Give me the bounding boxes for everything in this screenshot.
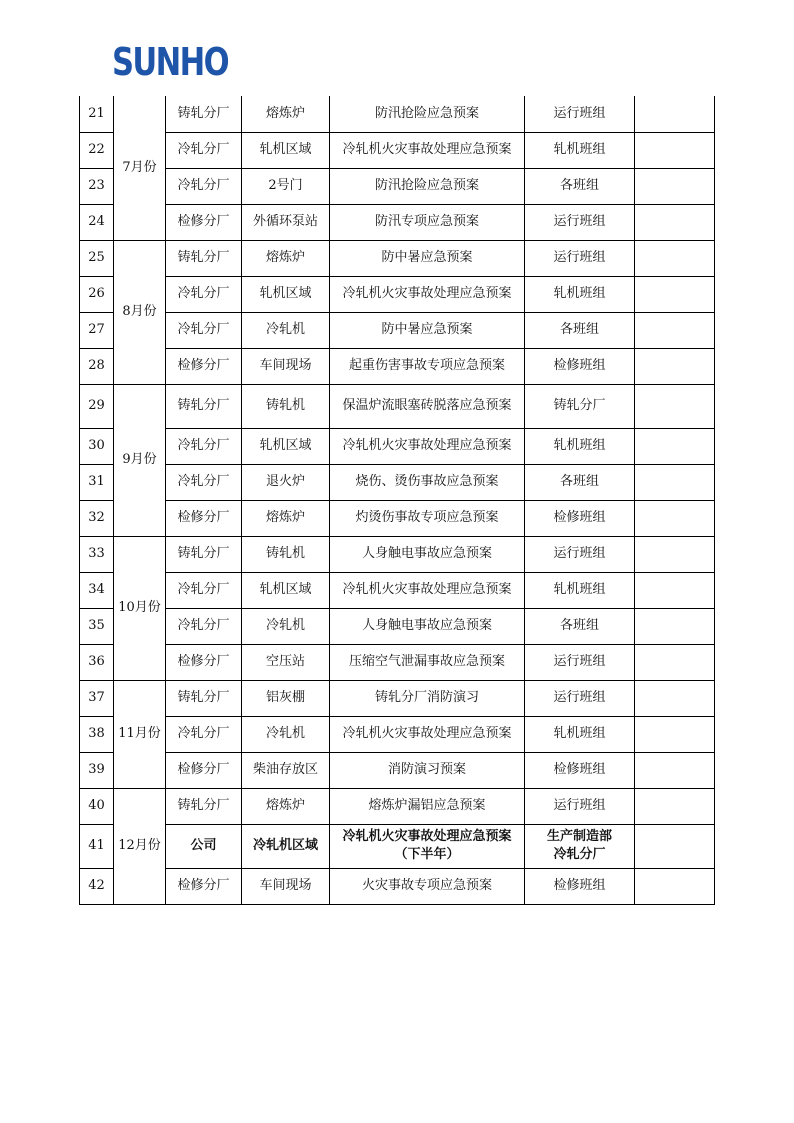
table-row	[80, 276, 715, 312]
remark-cell	[635, 348, 715, 384]
unit-cell: 检修分厂	[166, 348, 242, 384]
team-cell: 各班组	[525, 312, 635, 348]
remark-cell	[635, 716, 715, 752]
row-number: 41	[80, 824, 114, 868]
unit-cell: 检修分厂	[166, 500, 242, 536]
row-number: 24	[80, 204, 114, 240]
location-cell: 铸轧机	[242, 536, 330, 572]
plan-cell: 人身触电事故应急预案	[330, 536, 525, 572]
table-row	[80, 536, 715, 572]
table-row	[80, 680, 715, 716]
row-number: 33	[80, 536, 114, 572]
location-cell: 轧机区域	[242, 132, 330, 168]
location-cell: 熔炼炉	[242, 240, 330, 276]
plan-cell: 防汛专项应急预案	[330, 204, 525, 240]
month-cell: 11月份	[114, 680, 166, 788]
team-cell: 运行班组	[525, 680, 635, 716]
remark-cell	[635, 680, 715, 716]
table-row	[80, 240, 715, 276]
team-cell: 运行班组	[525, 536, 635, 572]
month-cell: 7月份	[114, 96, 166, 240]
location-cell: 车间现场	[242, 348, 330, 384]
team-cell: 铸轧分厂	[525, 384, 635, 428]
team-cell: 运行班组	[525, 204, 635, 240]
row-number: 31	[80, 464, 114, 500]
plan-cell: 防汛抢险应急预案	[330, 96, 525, 132]
unit-cell: 冷轧分厂	[166, 464, 242, 500]
team-cell: 检修班组	[525, 500, 635, 536]
location-cell: 冷轧机	[242, 312, 330, 348]
location-cell: 2号门	[242, 168, 330, 204]
plan-cell	[330, 824, 525, 868]
team-cell: 检修班组	[525, 868, 635, 904]
team-cell: 轧机班组	[525, 132, 635, 168]
team-cell: 各班组	[525, 464, 635, 500]
plan-cell: 熔炼炉漏铝应急预案	[330, 788, 525, 824]
table-row	[80, 428, 715, 464]
month-cell: 8月份	[114, 240, 166, 384]
row-number: 35	[80, 608, 114, 644]
location-cell: 外循环泵站	[242, 204, 330, 240]
unit-cell: 冷轧分厂	[166, 168, 242, 204]
plan-cell: 烧伤、烫伤事故应急预案	[330, 464, 525, 500]
table-row	[80, 132, 715, 168]
remark-cell	[635, 428, 715, 464]
team-cell: 各班组	[525, 168, 635, 204]
table-row	[80, 572, 715, 608]
remark-cell	[635, 868, 715, 904]
remark-cell	[635, 644, 715, 680]
team-cell: 运行班组	[525, 788, 635, 824]
team-cell: 运行班组	[525, 96, 635, 132]
plan-cell: 冷轧机火灾事故处理应急预案	[330, 428, 525, 464]
unit-cell: 铸轧分厂	[166, 788, 242, 824]
table-row	[80, 500, 715, 536]
unit-cell: 铸轧分厂	[166, 96, 242, 132]
location-cell: 车间现场	[242, 868, 330, 904]
row-number: 27	[80, 312, 114, 348]
location-cell: 熔炼炉	[242, 500, 330, 536]
plan-cell: 铸轧分厂消防演习	[330, 680, 525, 716]
table-row	[80, 868, 715, 904]
table-row	[80, 824, 715, 868]
team-cell: 轧机班组	[525, 572, 635, 608]
plan-cell: 冷轧机火灾事故处理应急预案	[330, 716, 525, 752]
table-row	[80, 608, 715, 644]
row-number: 25	[80, 240, 114, 276]
remark-cell	[635, 824, 715, 868]
remark-cell	[635, 312, 715, 348]
team-line-2: 冷轧分厂	[553, 847, 606, 862]
remark-cell	[635, 752, 715, 788]
sunho-logo	[112, 40, 232, 82]
team-cell: 检修班组	[525, 752, 635, 788]
row-number: 36	[80, 644, 114, 680]
remark-cell	[635, 500, 715, 536]
team-cell	[525, 824, 635, 868]
unit-cell: 检修分厂	[166, 644, 242, 680]
row-number: 40	[80, 788, 114, 824]
team-cell: 运行班组	[525, 644, 635, 680]
remark-cell	[635, 96, 715, 132]
location-cell: 冷轧机区域	[242, 824, 330, 868]
remark-cell	[635, 168, 715, 204]
unit-cell: 铸轧分厂	[166, 536, 242, 572]
plan-cell: 保温炉流眼塞砖脱落应急预案	[330, 384, 525, 428]
plan-cell: 防中暑应急预案	[330, 312, 525, 348]
team-cell: 检修班组	[525, 348, 635, 384]
unit-cell: 检修分厂	[166, 204, 242, 240]
row-number: 21	[80, 96, 114, 132]
row-number: 26	[80, 276, 114, 312]
unit-cell: 铸轧分厂	[166, 240, 242, 276]
plan-cell: 人身触电事故应急预案	[330, 608, 525, 644]
plan-line-2: （下半年）	[394, 847, 460, 862]
plan-cell: 防汛抢险应急预案	[330, 168, 525, 204]
plan-cell: 冷轧机火灾事故处理应急预案	[330, 132, 525, 168]
table-row	[80, 384, 715, 428]
location-cell: 熔炼炉	[242, 788, 330, 824]
table-row	[80, 716, 715, 752]
plan-cell: 火灾事故专项应急预案	[330, 868, 525, 904]
row-number: 32	[80, 500, 114, 536]
plan-cell: 压缩空气泄漏事故应急预案	[330, 644, 525, 680]
row-number: 37	[80, 680, 114, 716]
row-number: 29	[80, 384, 114, 428]
location-cell: 铸轧机	[242, 384, 330, 428]
unit-cell: 冷轧分厂	[166, 312, 242, 348]
table-row	[80, 752, 715, 788]
location-cell: 轧机区域	[242, 572, 330, 608]
plan-cell: 防中暑应急预案	[330, 240, 525, 276]
plan-cell: 消防演习预案	[330, 752, 525, 788]
table-row	[80, 464, 715, 500]
month-cell: 9月份	[114, 384, 166, 536]
location-cell: 轧机区域	[242, 276, 330, 312]
table-row	[80, 312, 715, 348]
unit-cell: 冷轧分厂	[166, 572, 242, 608]
team-cell: 轧机班组	[525, 276, 635, 312]
month-cell: 10月份	[114, 536, 166, 680]
team-cell: 轧机班组	[525, 716, 635, 752]
table-row	[80, 348, 715, 384]
row-number: 39	[80, 752, 114, 788]
row-number: 30	[80, 428, 114, 464]
unit-cell: 铸轧分厂	[166, 680, 242, 716]
row-number: 22	[80, 132, 114, 168]
location-cell: 轧机区域	[242, 428, 330, 464]
remark-cell	[635, 384, 715, 428]
location-cell: 冷轧机	[242, 716, 330, 752]
remark-cell	[635, 204, 715, 240]
unit-cell: 冷轧分厂	[166, 132, 242, 168]
unit-cell: 冷轧分厂	[166, 608, 242, 644]
location-cell: 空压站	[242, 644, 330, 680]
team-line-1: 生产制造部	[546, 829, 612, 844]
location-cell: 铝灰棚	[242, 680, 330, 716]
row-number: 38	[80, 716, 114, 752]
remark-cell	[635, 536, 715, 572]
unit-cell: 公司	[166, 824, 242, 868]
location-cell: 柴油存放区	[242, 752, 330, 788]
table-row	[80, 96, 715, 132]
remark-cell	[635, 276, 715, 312]
plan-cell: 灼烫伤事故专项应急预案	[330, 500, 525, 536]
table-row	[80, 788, 715, 824]
team-cell: 各班组	[525, 608, 635, 644]
unit-cell: 冷轧分厂	[166, 716, 242, 752]
team-cell: 运行班组	[525, 240, 635, 276]
remark-cell	[635, 572, 715, 608]
remark-cell	[635, 788, 715, 824]
remark-cell	[635, 464, 715, 500]
remark-cell	[635, 132, 715, 168]
remark-cell	[635, 240, 715, 276]
location-cell: 熔炼炉	[242, 96, 330, 132]
row-number: 42	[80, 868, 114, 904]
remark-cell	[635, 608, 715, 644]
table-row	[80, 204, 715, 240]
drill-plan-table	[79, 96, 715, 905]
unit-cell: 检修分厂	[166, 752, 242, 788]
team-cell: 轧机班组	[525, 428, 635, 464]
plan-cell: 冷轧机火灾事故处理应急预案	[330, 572, 525, 608]
unit-cell: 冷轧分厂	[166, 428, 242, 464]
table-row	[80, 644, 715, 680]
svg-text:SUNHO: SUNHO	[112, 40, 229, 84]
row-number: 34	[80, 572, 114, 608]
unit-cell: 冷轧分厂	[166, 276, 242, 312]
plan-line-1: 冷轧机火灾事故处理应急预案	[342, 829, 512, 844]
location-cell: 冷轧机	[242, 608, 330, 644]
plan-cell: 起重伤害事故专项应急预案	[330, 348, 525, 384]
row-number: 23	[80, 168, 114, 204]
row-number: 28	[80, 348, 114, 384]
unit-cell: 检修分厂	[166, 868, 242, 904]
plan-cell: 冷轧机火灾事故处理应急预案	[330, 276, 525, 312]
location-cell: 退火炉	[242, 464, 330, 500]
unit-cell: 铸轧分厂	[166, 384, 242, 428]
month-cell: 12月份	[114, 788, 166, 904]
table-row	[80, 168, 715, 204]
